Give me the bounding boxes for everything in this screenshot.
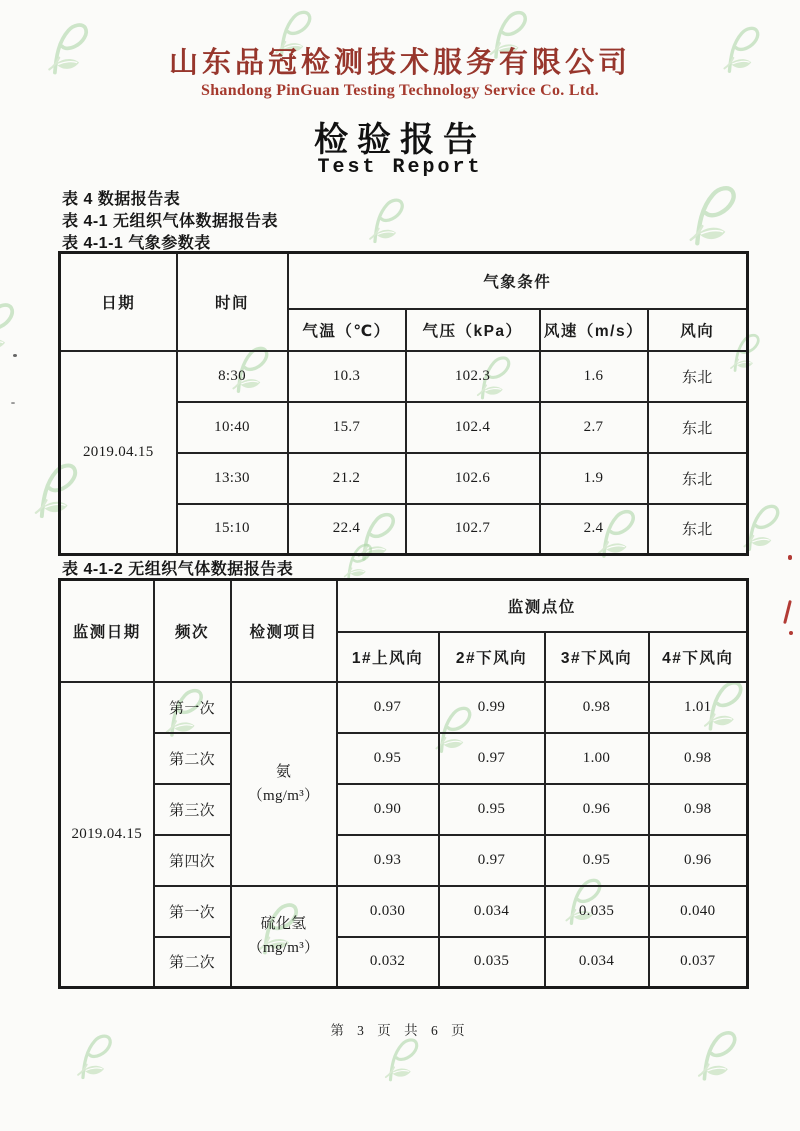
report-title-cn: 检验报告	[314, 121, 486, 159]
pressure-cell: 102.6	[406, 453, 540, 504]
value-cell: 0.034	[439, 886, 545, 937]
section-label-table4-1-1: 表 4-1-1 气象参数表	[62, 235, 211, 252]
value-cell: 0.98	[649, 784, 748, 835]
value-cell: 0.98	[545, 682, 649, 733]
frequency-cell: 第一次	[154, 886, 231, 937]
header-point-4: 4#下风向	[649, 632, 748, 682]
weather-row	[60, 351, 748, 402]
gas-row	[60, 733, 748, 784]
gas-row	[60, 682, 748, 733]
gas-row	[60, 937, 748, 988]
value-cell: 0.95	[337, 733, 439, 784]
scan-speck	[11, 402, 15, 404]
frequency-cell: 第二次	[154, 937, 231, 988]
value-cell: 0.95	[439, 784, 545, 835]
header-frequency: 频次	[154, 580, 231, 682]
value-cell: 0.95	[545, 835, 649, 886]
header-test-item: 检测项目	[231, 580, 337, 682]
value-cell: 0.96	[649, 835, 748, 886]
value-cell: 0.035	[545, 886, 649, 937]
temperature-cell: 21.2	[288, 453, 406, 504]
pressure-cell: 102.3	[406, 351, 540, 402]
header-monitor-date: 监测日期	[60, 580, 154, 682]
frequency-cell: 第一次	[154, 682, 231, 733]
report-title-en: Test Report	[317, 156, 483, 179]
value-cell: 0.97	[439, 835, 545, 886]
header-monitor-points: 监测点位	[337, 580, 748, 632]
item-cell-ammonia	[231, 682, 337, 886]
header-time: 时间	[177, 253, 288, 351]
stamp-fragment	[789, 631, 793, 635]
item-name: 硫化氢	[260, 916, 307, 933]
value-cell: 0.030	[337, 886, 439, 937]
temperature-cell: 15.7	[288, 402, 406, 453]
section-label-table4-1-2: 表 4-1-2 无组织气体数据报告表	[62, 561, 294, 578]
time-cell: 8:30	[177, 351, 288, 402]
company-name-cn: 山东品冠检测技术服务有限公司	[168, 47, 631, 79]
header-wind-direction: 风向	[648, 309, 748, 351]
stamp-fragment	[788, 555, 792, 560]
brand-leaf-watermark-icon	[378, 1034, 430, 1086]
value-cell: 1.01	[649, 682, 748, 733]
value-cell: 0.99	[439, 682, 545, 733]
date-cell: 2019.04.15	[60, 351, 177, 555]
header-date: 日期	[60, 253, 177, 351]
wind-direction-cell: 东北	[648, 504, 748, 555]
brand-leaf-watermark-icon	[680, 180, 752, 252]
temperature-cell: 22.4	[288, 504, 406, 555]
header-point-3: 3#下风向	[545, 632, 649, 682]
weather-header-row-1	[60, 253, 748, 309]
frequency-cell: 第四次	[154, 835, 231, 886]
pressure-cell: 102.4	[406, 402, 540, 453]
page-number: 第 3 页 共 6 页	[330, 1023, 470, 1038]
value-cell: 0.98	[649, 733, 748, 784]
company-name-en: Shandong PinGuan Testing Technology Service Co. Ltd.	[201, 82, 599, 99]
value-cell: 0.035	[439, 937, 545, 988]
header-point-2: 2#下风向	[439, 632, 545, 682]
header-wind-speed: 风速（m/s）	[540, 309, 648, 351]
value-cell: 1.00	[545, 733, 649, 784]
scan-speck	[13, 354, 17, 357]
item-cell-hydrogen-sulfide	[231, 886, 337, 988]
value-cell: 0.97	[439, 733, 545, 784]
wind-direction-cell: 东北	[648, 351, 748, 402]
weather-table	[58, 251, 749, 556]
value-cell: 0.040	[649, 886, 748, 937]
time-cell: 15:10	[177, 504, 288, 555]
item-unit: （mg/m³）	[247, 940, 320, 957]
time-cell: 10:40	[177, 402, 288, 453]
wind-speed-cell: 2.4	[540, 504, 648, 555]
pressure-cell: 102.7	[406, 504, 540, 555]
brand-leaf-watermark-icon	[0, 298, 28, 360]
wind-speed-cell: 2.7	[540, 402, 648, 453]
section-label-table4-1: 表 4-1 无组织气体数据报告表	[62, 213, 279, 230]
header-pressure: 气压（kPa）	[406, 309, 540, 351]
frequency-cell: 第三次	[154, 784, 231, 835]
brand-leaf-watermark-icon	[362, 194, 416, 248]
gas-table-wrapper	[58, 578, 746, 989]
time-cell: 13:30	[177, 453, 288, 504]
value-cell: 0.93	[337, 835, 439, 886]
date-cell: 2019.04.15	[60, 682, 154, 988]
wind-direction-cell: 东北	[648, 453, 748, 504]
wind-speed-cell: 1.9	[540, 453, 648, 504]
gas-table	[58, 578, 749, 989]
gas-row	[60, 784, 748, 835]
header-weather-conditions: 气象条件	[288, 253, 748, 309]
header-temperature: 气温（℃）	[288, 309, 406, 351]
frequency-cell: 第二次	[154, 733, 231, 784]
value-cell: 0.90	[337, 784, 439, 835]
item-unit: （mg/m³）	[247, 787, 320, 804]
gas-header-row-1	[60, 580, 748, 632]
item-name: 氨	[275, 763, 292, 780]
value-cell: 0.96	[545, 784, 649, 835]
weather-table-wrapper	[58, 251, 746, 556]
header-point-1: 1#上风向	[337, 632, 439, 682]
gas-row	[60, 835, 748, 886]
section-label-table4: 表 4 数据报告表	[62, 191, 181, 208]
temperature-cell: 10.3	[288, 351, 406, 402]
stamp-fragment	[783, 600, 792, 624]
gas-row	[60, 886, 748, 937]
wind-speed-cell: 1.6	[540, 351, 648, 402]
value-cell: 0.034	[545, 937, 649, 988]
value-cell: 0.97	[337, 682, 439, 733]
value-cell: 0.037	[649, 937, 748, 988]
wind-direction-cell: 东北	[648, 402, 748, 453]
value-cell: 0.032	[337, 937, 439, 988]
